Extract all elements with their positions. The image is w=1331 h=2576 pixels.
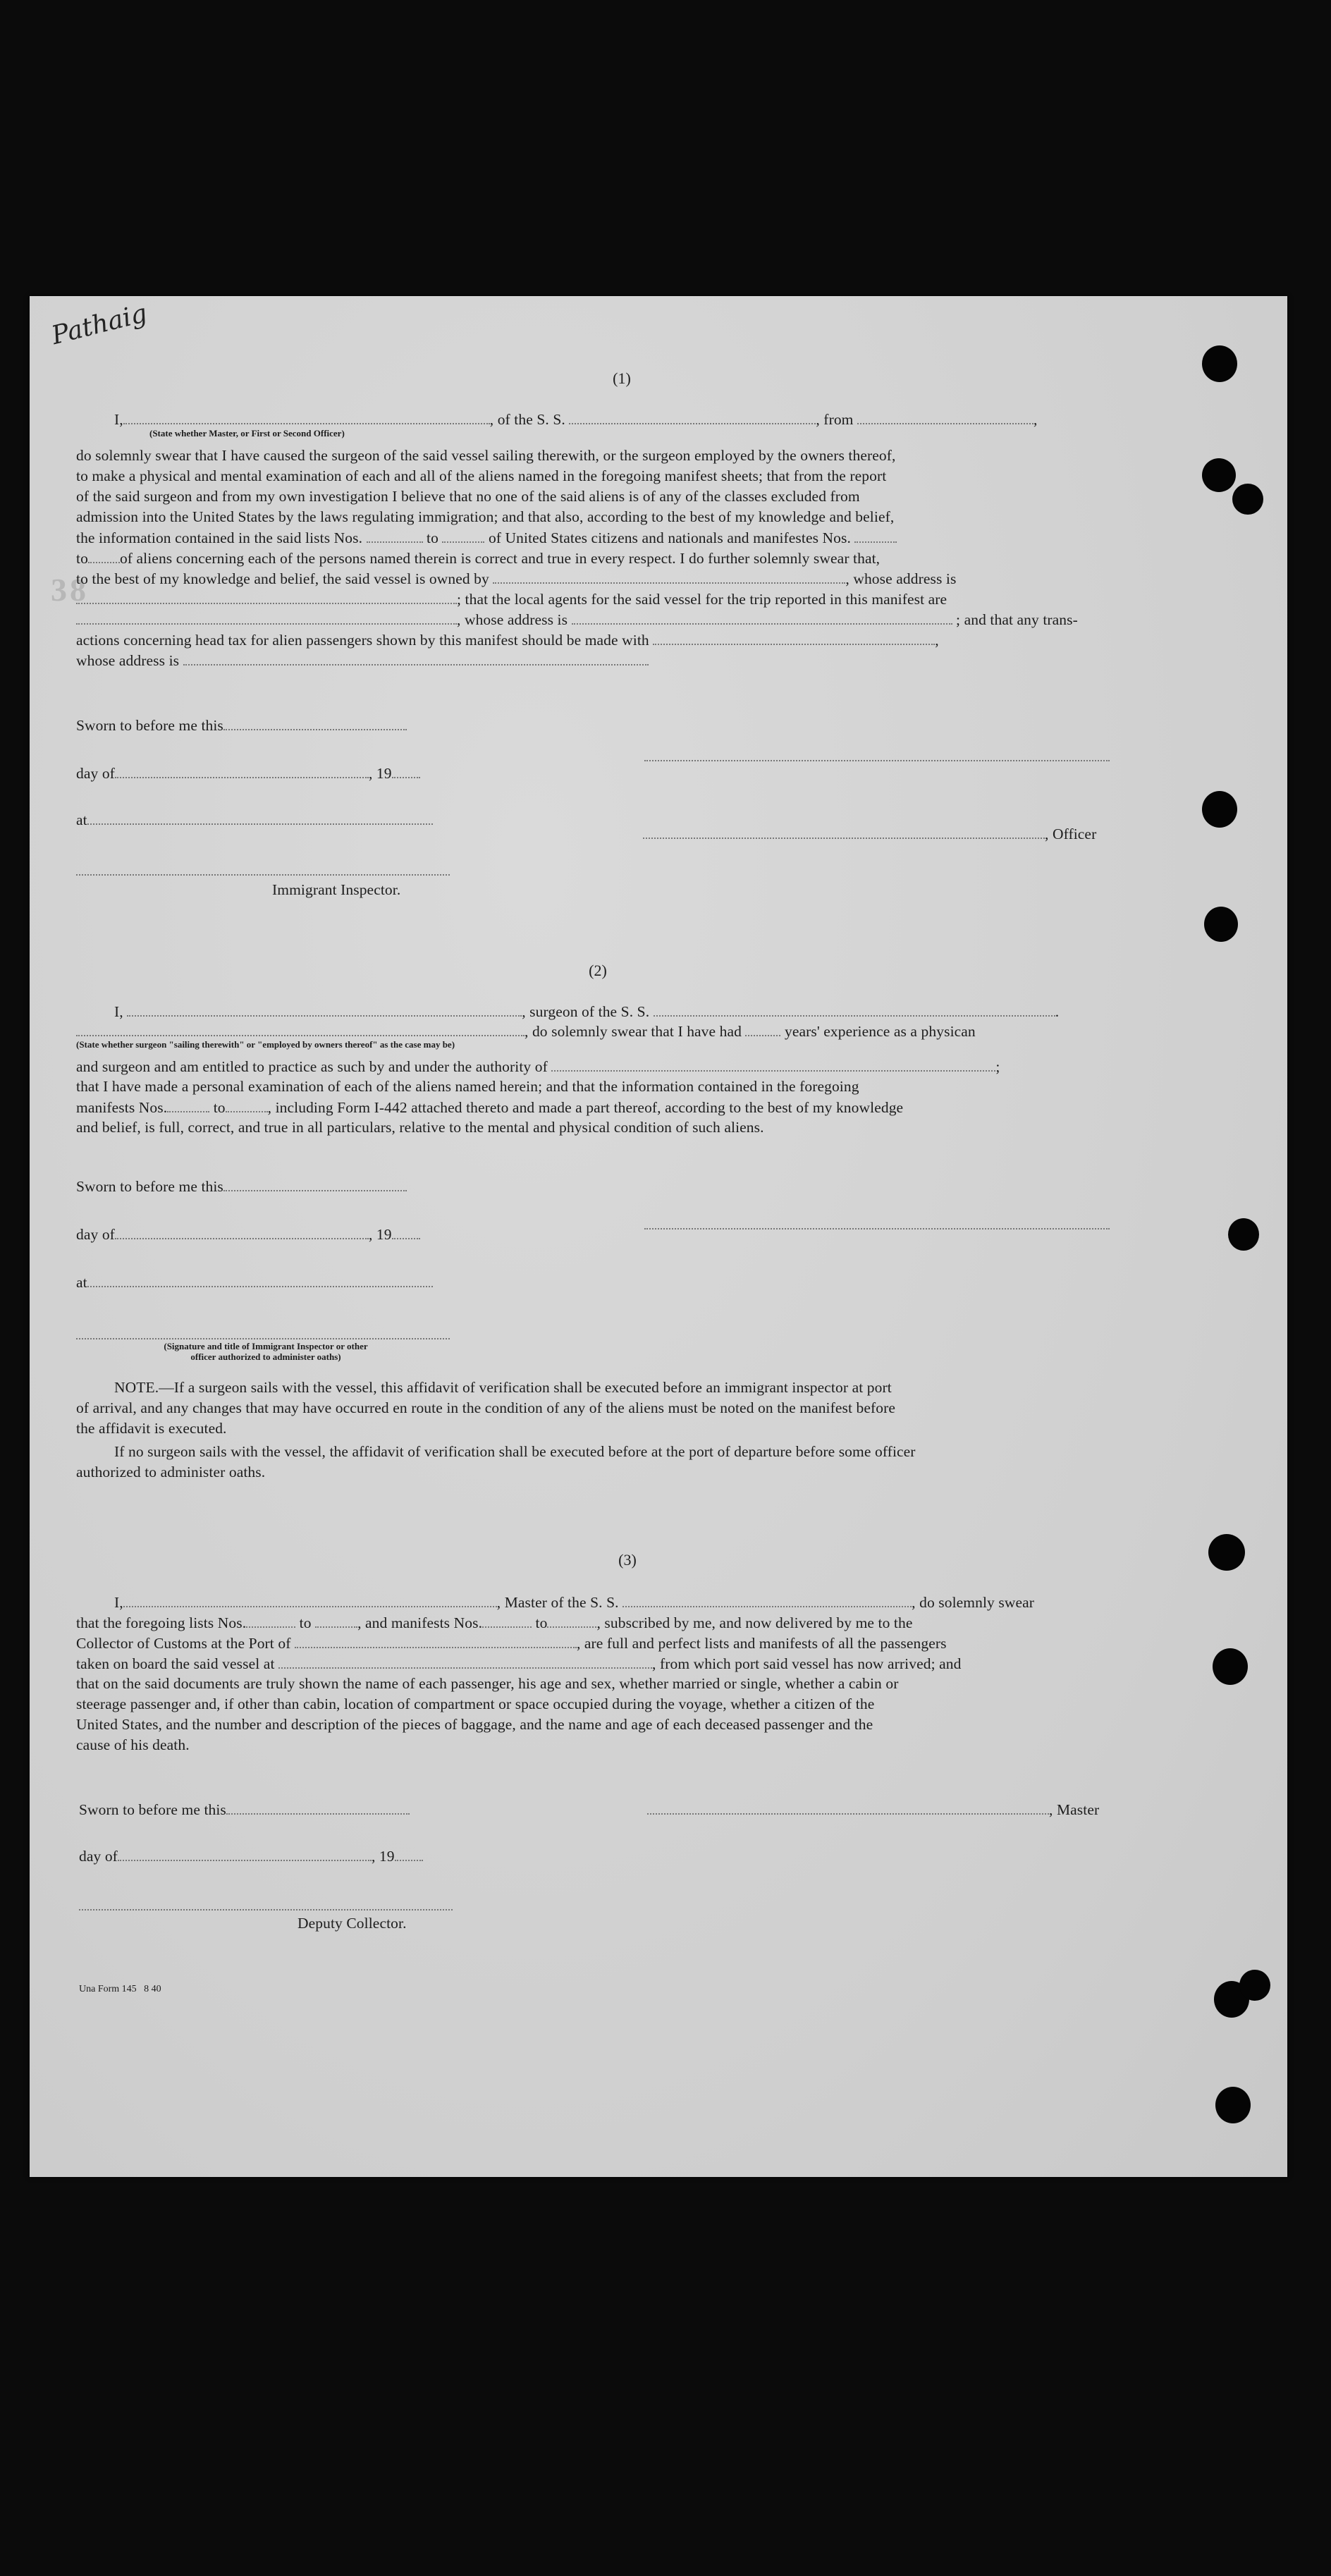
punch-hole [1204,907,1238,942]
sec2-p5 [76,1098,903,1116]
sec2-p4: that I have made a personal examination of each of the aliens named herein; and that the information contained in the foregoing [76,1078,859,1095]
sec3-line-5: that on the said documents are truly shown the name of each passenger, his age and sex, whether married or single, whether a cabin or [76,1675,899,1692]
text: I, [114,411,123,428]
sig-note-1: (Signature and title of Immigrant Inspector or other [164,1341,368,1351]
sec1-at [76,811,433,828]
text: at [76,811,87,828]
text: that the foregoing lists Nos. [76,1614,247,1631]
sec3-day [79,1847,423,1865]
text: ; and that any trans- [956,611,1078,628]
text: and surgeon and am entitled to practice as such by and under the authority of [76,1058,548,1075]
text: the information contained in the said lists Nos. [76,529,363,546]
text: whose address is [76,652,180,669]
officer-note: (State whether Master, or First or Second Officer) [149,428,345,438]
sec2-line-2 [76,1022,976,1040]
sec1-p7 [76,570,956,587]
sec2-note-2: of arrival, and any changes that may have occurred en route in the condition of any of the aliens must be noted on the manifest before [76,1399,896,1416]
sec3-line-3 [76,1634,947,1652]
text: , whose address is [457,611,568,628]
sec3-line-6: steerage passenger and, if other than cabin, location of compartment or space occupied during the voyage, whether a citizen of the [76,1695,875,1712]
sig-note-2: officer authorized to administer oaths) [190,1351,341,1362]
sec1-p4: admission into the United States by the laws regulating immigration; and that also, according to the best of my knowledge and belief, [76,508,895,525]
text: , do solemnly swear that I have had [525,1023,742,1040]
sec1-line-1 [114,410,1037,428]
text: years' experience as a physican [784,1023,976,1040]
text: day of [76,1226,115,1243]
signature-line [644,759,1110,761]
sec1-p11 [76,651,649,669]
text: , and manifests Nos. [357,1614,483,1631]
text: Collector of Customs at the Port of [76,1635,291,1652]
sec1-p5 [76,529,897,546]
text: , 19 [368,765,392,782]
sec1-p3: of the said surgeon and from my own investigation I believe that no one of the said aliens is of any of the classes excluded from [76,488,860,505]
text: , [935,632,939,649]
text: , are full and perfect lists and manifests of all the passengers [576,1635,947,1652]
form-sheet [30,296,1287,2177]
text: I, [114,1594,123,1611]
sec3-sworn [79,1801,410,1818]
text: Sworn to before me this [76,717,223,734]
text: , do solemnly swear [912,1594,1035,1611]
punch-hole [1228,1218,1259,1251]
sec2-note-5: authorized to administer oaths. [76,1464,266,1480]
handwritten-note: Pathaig [49,298,150,351]
sec1-p1: do solemnly swear that I have caused the surgeon of the said vessel sailing therewith, or the surgeon employed by the owners thereof, [76,447,896,464]
sec3-master [647,1801,1099,1818]
sec1-officer [643,825,1096,842]
section-3-number: (3) [618,1551,637,1569]
sec1-p10 [76,631,939,649]
text: , whose address is [845,570,957,587]
text: , Master of the S. S. [496,1594,619,1611]
sec1-day [76,764,420,782]
sec2-p3 [76,1057,1000,1075]
text: , of the S. S. [489,411,565,428]
text: to [213,1099,226,1116]
text: of aliens concerning each of the persons named therein is correct and true in every respect. I do further solemnly swear that, [119,550,881,567]
text: ; [995,1058,1000,1075]
sec1-p6 [76,549,880,567]
sec1-p8 [76,590,947,608]
collector-line [79,1908,453,1910]
sec2-line-1 [114,1002,1059,1020]
sec3-line-8: cause of his death. [76,1736,190,1753]
text: to [427,529,438,546]
text: , surgeon of the S. S. [522,1003,650,1020]
punch-hole [1213,1648,1248,1685]
text: Sworn to before me this [76,1178,223,1195]
surgeon-note: (State whether surgeon "sailing therewith" or "employed by owners thereof" as the case may be) [76,1039,455,1050]
sec3-line-4 [76,1655,962,1672]
text: Sworn to before me this [79,1801,226,1818]
text: , from which port said vessel has now arrived; and [652,1655,962,1672]
punch-hole [1239,1970,1270,2001]
text: I, [114,1003,123,1020]
sec3-line-1 [114,1593,1034,1611]
inspector-line [76,873,450,876]
sec3-line-2 [76,1614,913,1631]
text: taken on board the said vessel at [76,1655,275,1672]
text: manifests Nos. [76,1099,168,1116]
text: . [1055,1003,1060,1020]
text: day of [79,1848,118,1865]
text: , 19 [368,1226,392,1243]
bleed-through-mark: 38 [51,572,89,608]
sec2-p6: and belief, is full, correct, and true in all particulars, relative to the mental and physical condition of such aliens. [76,1119,764,1136]
text: , Officer [1045,826,1097,842]
sec2-day [76,1225,420,1243]
text: , [1033,411,1038,428]
officer-sig-line [76,1337,450,1339]
text: actions concerning head tax for alien passengers shown by this manifest should be made with [76,632,649,649]
punch-hole [1208,1534,1245,1571]
text: to [535,1614,548,1631]
signature-line [644,1227,1110,1229]
punch-hole [1215,2087,1251,2123]
sec2-sworn [76,1177,407,1195]
section-1-number: (1) [613,369,631,387]
text: , subscribed by me, and now delivered by me to the [596,1614,913,1631]
text: day of [76,765,115,782]
punch-hole [1202,458,1236,492]
text: , from [816,411,854,428]
sec1-p9 [76,611,1078,628]
sec2-note-1: NOTE.—If a surgeon sails with the vessel, this affidavit of verification shall be executed before an immigrant inspector at port [114,1379,892,1396]
text: , Master [1049,1801,1100,1818]
text: at [76,1274,87,1291]
sec1-sworn [76,716,407,734]
text: to the best of my knowledge and belief, the said vessel is owned by [76,570,489,587]
text: , including Form I-442 attached thereto and made a part thereof, according to the best of my knowledge [267,1099,904,1116]
sec2-note-4: If no surgeon sails with the vessel, the affidavit of verification shall be executed before at the port of departure before some officer [114,1443,916,1460]
section-2-number: (2) [589,962,607,979]
sec3-line-7: United States, and the number and description of the pieces of baggage, and the name and age of each deceased passenger and the [76,1716,873,1733]
punch-hole [1202,791,1237,828]
form-identifier: Una Form 145 8 40 [79,1984,161,1994]
sec2-note-3: the affidavit is executed. [76,1420,227,1437]
text: to [76,550,88,567]
text: of United States citizens and nationals and manifestes Nos. [488,529,851,546]
sec2-at [76,1273,433,1291]
sec1-p2: to make a physical and mental examination of each and all of the aliens named in the foregoing manifest sheets; that from the report [76,467,887,484]
immigrant-inspector: Immigrant Inspector. [272,881,401,898]
text: to [299,1614,312,1631]
punch-hole [1202,345,1237,382]
text: ; that the local agents for the said vessel for the trip reported in this manifest are [457,591,947,608]
text: , 19 [371,1848,395,1865]
punch-hole [1232,484,1263,515]
deputy-collector: Deputy Collector. [298,1915,407,1932]
